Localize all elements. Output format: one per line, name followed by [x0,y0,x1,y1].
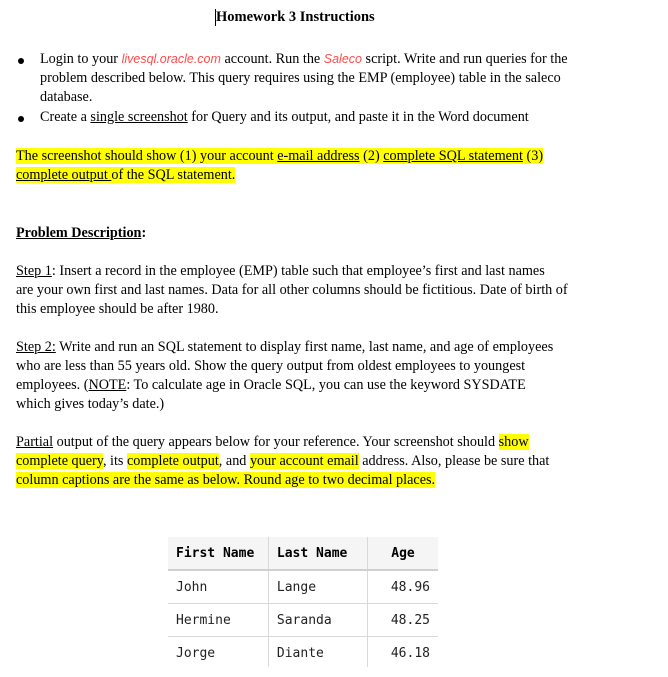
step-2-line-2: who are less than 55 years old. Show the query output from oldest employees to youngest [16,358,526,374]
text: script. Write and run queries for the [362,51,568,67]
table-row [168,604,438,637]
table-row [168,637,438,668]
bullet-icon [18,58,24,64]
underlined-text: NOTE [88,377,127,393]
step-2-line-1 [16,338,553,357]
step-label: Step 1 [16,263,52,279]
text: address. Also, please be sure that [358,453,550,469]
cell-last-name: Lange [268,570,367,604]
step-1-line-2: are your own first and last names. Data for all other columns should be fictitious. Date of birth of [16,282,568,298]
page-title: Homework 3 Instructions [216,9,375,25]
text: , and [218,453,250,469]
note-line-2 [16,166,235,185]
cell-first-name: Jorge [168,637,268,668]
bullet-1-line-3: database. [40,89,93,105]
section-heading [16,224,146,243]
text: for Query and its output, and paste it in the Word document [187,109,529,125]
text: , its [102,453,127,469]
partial-line-1 [16,433,529,452]
cell-last-name: Saranda [268,604,367,637]
bullet-1-line-1 [40,50,568,69]
partial-line-2 [16,452,549,471]
text: Write and run an SQL statement to display first name, last name, and age of employees [55,339,554,355]
saleco-link[interactable]: Saleco [323,52,362,66]
column-header-last-name: Last Name [268,537,367,570]
highlighted-text: column captions are the same as below. Round age to two decimal places. [16,472,436,488]
highlighted-text: complete query [16,453,103,469]
underlined-text: complete output [16,167,112,183]
text: of the SQL statement. [111,167,236,183]
column-header-age: Age [368,537,438,570]
text: The screenshot should show (1) your account [16,148,278,164]
highlighted-text: show [498,434,529,450]
step-1-line-3: this employee should be after 1980. [16,301,219,317]
text: (2) [359,148,384,164]
underlined-text: single screenshot [90,109,188,125]
table-header-row [168,537,438,570]
bullet-icon [18,116,24,122]
underlined-text: complete SQL statement [383,148,523,164]
bullet-2-line [40,108,529,127]
text: : [141,225,147,241]
highlighted-text: your account email [249,453,359,469]
livesql-link[interactable]: livesql.oracle.com [121,52,221,66]
text: Create a [40,109,91,125]
cell-first-name: John [168,570,268,604]
underlined-text: e-mail address [277,148,360,164]
cell-first-name: Hermine [168,604,268,637]
text: : Insert a record in the employee (EMP) table such that employee’s first and last names [51,263,545,279]
underlined-text: Partial [16,434,54,450]
table-row [168,570,438,604]
step-2-line-4: which gives today’s date.) [16,396,165,412]
note-line-1 [16,147,543,166]
step-1-line-1 [16,262,545,281]
text: output of the query appears below for your reference. Your screenshot should [53,434,499,450]
text: : To calculate age in Oracle SQL, you can use the keyword SYSDATE [126,377,526,393]
bullet-1-line-2: problem described below. This query requires using the EMP (employee) table in the saleco [40,70,561,86]
cell-age: 48.25 [368,604,438,637]
cell-last-name: Diante [268,637,367,668]
step-2-line-3 [16,376,526,395]
highlighted-text: complete output [126,453,219,469]
text: Login to your [40,51,122,67]
text: (3) [522,148,544,164]
text: employees. ( [16,377,89,393]
text: account. Run the [220,51,324,67]
query-output-table [168,537,438,667]
column-header-first-name: First Name [168,537,268,570]
cell-age: 46.18 [368,637,438,668]
cell-age: 48.96 [368,570,438,604]
step-label: Step 2: [16,339,56,355]
partial-line-3 [16,471,435,490]
heading-text: Problem Description [16,225,142,241]
